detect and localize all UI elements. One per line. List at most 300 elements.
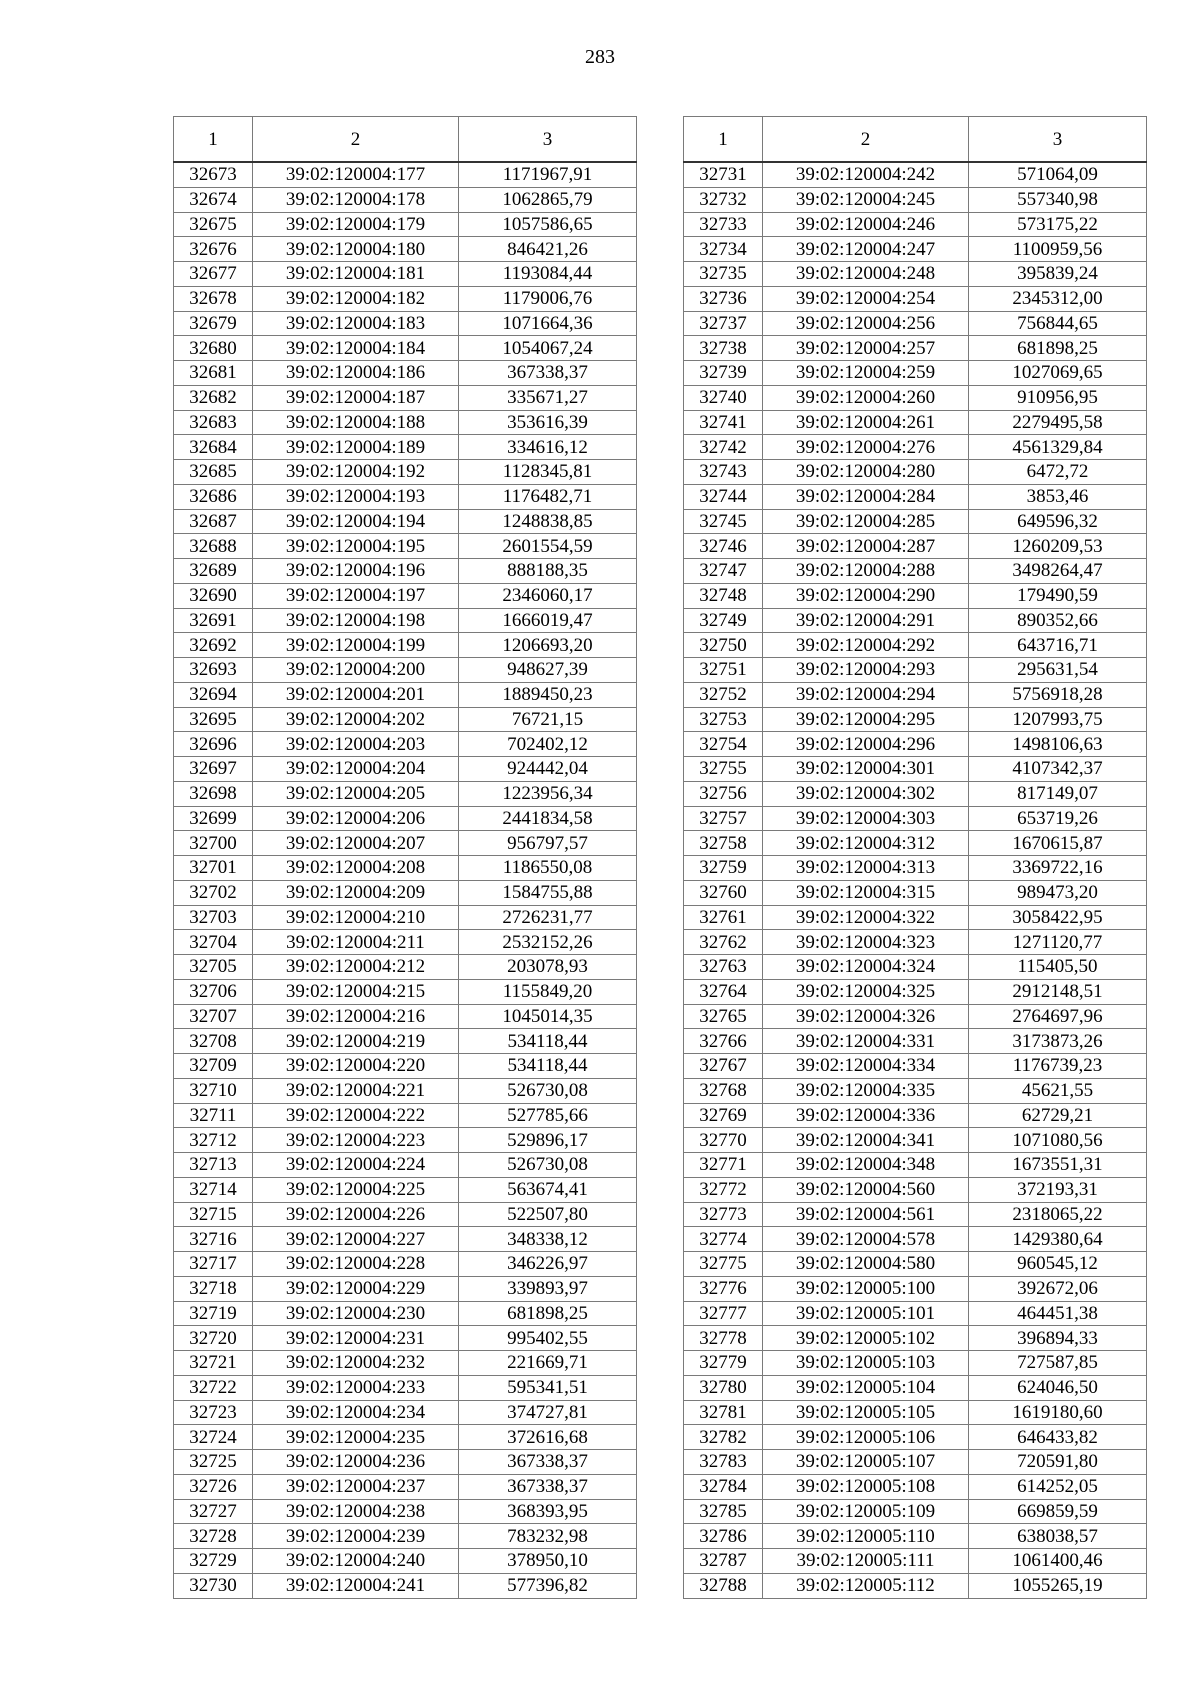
cadastral-number: 39:02:120004:323 [763,930,969,955]
cadastral-number: 39:02:120004:198 [253,608,459,633]
row-number: 32743 [684,460,763,485]
table-row [684,187,1147,212]
table-row [174,435,637,460]
row-number: 32733 [684,212,763,237]
table-row [684,1202,1147,1227]
cadastral-number: 39:02:120004:180 [253,237,459,262]
table-row [174,732,637,757]
cadastral-value: 2912148,51 [969,979,1147,1004]
column-header: 2 [253,117,459,163]
row-number: 32690 [174,583,253,608]
row-number: 32728 [174,1524,253,1549]
cadastral-value: 179490,59 [969,583,1147,608]
cadastral-value: 1666019,47 [459,608,637,633]
table-row [174,336,637,361]
table-row [174,1573,637,1598]
cadastral-number: 39:02:120004:247 [763,237,969,262]
table-row [174,1202,637,1227]
cadastral-number: 39:02:120004:237 [253,1474,459,1499]
row-number: 32718 [174,1276,253,1301]
row-number: 32735 [684,262,763,287]
cadastral-number: 39:02:120004:303 [763,806,969,831]
row-number: 32781 [684,1400,763,1425]
column-header: 1 [174,117,253,163]
cadastral-value: 1045014,35 [459,1004,637,1029]
row-number: 32713 [174,1153,253,1178]
cadastral-value: 115405,50 [969,955,1147,980]
row-number: 32788 [684,1573,763,1598]
cadastral-value: 624046,50 [969,1375,1147,1400]
table-row [174,1103,637,1128]
row-number: 32747 [684,559,763,584]
table-row [174,831,637,856]
cadastral-number: 39:02:120004:290 [763,583,969,608]
cadastral-number: 39:02:120004:248 [763,262,969,287]
row-number: 32748 [684,583,763,608]
cadastral-value: 702402,12 [459,732,637,757]
cadastral-number: 39:02:120004:322 [763,905,969,930]
cadastral-value: 1179006,76 [459,286,637,311]
cadastral-number: 39:02:120005:100 [763,1276,969,1301]
cadastral-number: 39:02:120005:107 [763,1450,969,1475]
cadastral-number: 39:02:120004:334 [763,1054,969,1079]
table-row [684,831,1147,856]
row-number: 32744 [684,484,763,509]
row-number: 32785 [684,1499,763,1524]
row-number: 32703 [174,905,253,930]
cadastral-value: 1498106,63 [969,732,1147,757]
table-row [174,608,637,633]
cadastral-number: 39:02:120004:178 [253,187,459,212]
cadastral-value: 910956,95 [969,385,1147,410]
cadastral-value: 1186550,08 [459,856,637,881]
cadastral-number: 39:02:120004:257 [763,336,969,361]
table-row [684,484,1147,509]
cadastral-value: 392672,06 [969,1276,1147,1301]
cadastral-value: 1207993,75 [969,707,1147,732]
table-row [174,1425,637,1450]
cadastral-number: 39:02:120004:232 [253,1351,459,1376]
cadastral-number: 39:02:120004:292 [763,633,969,658]
table-row [684,1153,1147,1178]
row-number: 32708 [174,1029,253,1054]
cadastral-number: 39:02:120004:189 [253,435,459,460]
cadastral-number: 39:02:120004:294 [763,682,969,707]
row-number: 32677 [174,262,253,287]
header-row [174,117,637,163]
row-number: 32734 [684,237,763,262]
cadastral-number: 39:02:120004:331 [763,1029,969,1054]
cadastral-value: 1889450,23 [459,682,637,707]
table-row [174,1054,637,1079]
cadastral-value: 372193,31 [969,1177,1147,1202]
cadastral-number: 39:02:120004:211 [253,930,459,955]
cadastral-value: 573175,22 [969,212,1147,237]
table-row [174,187,637,212]
table-row [684,1400,1147,1425]
table-row [174,1450,637,1475]
table-row [684,1351,1147,1376]
cadastral-value: 353616,39 [459,410,637,435]
row-number: 32706 [174,979,253,1004]
row-number: 32738 [684,336,763,361]
row-number: 32726 [174,1474,253,1499]
cadastral-number: 39:02:120004:187 [253,385,459,410]
table-row [174,410,637,435]
row-number: 32675 [174,212,253,237]
table-row [684,1450,1147,1475]
row-number: 32736 [684,286,763,311]
cadastral-value: 2532152,26 [459,930,637,955]
row-number: 32787 [684,1549,763,1574]
row-number: 32688 [174,534,253,559]
row-number: 32719 [174,1301,253,1326]
cadastral-number: 39:02:120004:293 [763,658,969,683]
table-row [684,955,1147,980]
cadastral-number: 39:02:120004:194 [253,509,459,534]
cadastral-value: 1670615,87 [969,831,1147,856]
cadastral-value: 1248838,85 [459,509,637,534]
cadastral-value: 45621,55 [969,1078,1147,1103]
row-number: 32680 [174,336,253,361]
cadastral-number: 39:02:120004:301 [763,757,969,782]
row-number: 32687 [174,509,253,534]
cadastral-value: 534118,44 [459,1029,637,1054]
table-row [174,658,637,683]
cadastral-value: 522507,80 [459,1202,637,1227]
cadastral-value: 1619180,60 [969,1400,1147,1425]
cadastral-value: 1176482,71 [459,484,637,509]
cadastral-number: 39:02:120004:312 [763,831,969,856]
row-number: 32761 [684,905,763,930]
cadastral-number: 39:02:120004:181 [253,262,459,287]
row-number: 32679 [174,311,253,336]
cadastral-number: 39:02:120004:245 [763,187,969,212]
table-row [684,460,1147,485]
cadastral-number: 39:02:120004:288 [763,559,969,584]
cadastral-value: 335671,27 [459,385,637,410]
cadastral-value: 1071664,36 [459,311,637,336]
row-number: 32777 [684,1301,763,1326]
row-number: 32685 [174,460,253,485]
row-number: 32717 [174,1252,253,1277]
row-number: 32698 [174,781,253,806]
row-number: 32701 [174,856,253,881]
cadastral-value: 1206693,20 [459,633,637,658]
cadastral-number: 39:02:120004:348 [763,1153,969,1178]
table-row [174,955,637,980]
row-number: 32765 [684,1004,763,1029]
cadastral-value: 960545,12 [969,1252,1147,1277]
cadastral-value: 295631,54 [969,658,1147,683]
table-row [174,1128,637,1153]
cadastral-number: 39:02:120004:200 [253,658,459,683]
cadastral-number: 39:02:120004:260 [763,385,969,410]
cadastral-value: 1171967,91 [459,162,637,187]
table-row [174,856,637,881]
cadastral-value: 563674,41 [459,1177,637,1202]
table-row [174,1499,637,1524]
cadastral-value: 527785,66 [459,1103,637,1128]
row-number: 32756 [684,781,763,806]
table-row [684,1128,1147,1153]
cadastral-value: 595341,51 [459,1375,637,1400]
cadastral-value: 3853,46 [969,484,1147,509]
cadastral-number: 39:02:120004:204 [253,757,459,782]
cadastral-value: 368393,95 [459,1499,637,1524]
row-number: 32752 [684,682,763,707]
cadastral-value: 1062865,79 [459,187,637,212]
cadastral-number: 39:02:120004:256 [763,311,969,336]
cadastral-number: 39:02:120004:223 [253,1128,459,1153]
cadastral-number: 39:02:120004:183 [253,311,459,336]
table-row [174,509,637,534]
page-number: 283 [585,46,615,68]
cadastral-value: 464451,38 [969,1301,1147,1326]
cadastral-value: 1155849,20 [459,979,637,1004]
cadastral-value: 756844,65 [969,311,1147,336]
row-number: 32757 [684,806,763,831]
table-row [174,237,637,262]
cadastral-value: 2345312,00 [969,286,1147,311]
row-number: 32755 [684,757,763,782]
cadastral-value: 3369722,16 [969,856,1147,881]
cadastral-number: 39:02:120004:578 [763,1227,969,1252]
row-number: 32686 [174,484,253,509]
row-number: 32700 [174,831,253,856]
cadastral-number: 39:02:120004:202 [253,707,459,732]
table-row [174,385,637,410]
table-row [174,757,637,782]
cadastral-number: 39:02:120004:195 [253,534,459,559]
table-row [684,905,1147,930]
cadastral-value: 62729,21 [969,1103,1147,1128]
row-number: 32732 [684,187,763,212]
cadastral-number: 39:02:120005:110 [763,1524,969,1549]
table-row [684,286,1147,311]
table-row [684,732,1147,757]
table-row [684,757,1147,782]
table-row [684,1029,1147,1054]
cadastral-number: 39:02:120004:236 [253,1450,459,1475]
row-number: 32776 [684,1276,763,1301]
cadastral-value: 890352,66 [969,608,1147,633]
header-row [684,117,1147,163]
cadastral-value: 395839,24 [969,262,1147,287]
cadastral-value: 783232,98 [459,1524,637,1549]
row-number: 32674 [174,187,253,212]
row-number: 32758 [684,831,763,856]
cadastral-number: 39:02:120004:235 [253,1425,459,1450]
row-number: 32780 [684,1375,763,1400]
row-number: 32782 [684,1425,763,1450]
cadastral-number: 39:02:120004:216 [253,1004,459,1029]
cadastral-number: 39:02:120004:219 [253,1029,459,1054]
row-number: 32768 [684,1078,763,1103]
row-number: 32742 [684,435,763,460]
table-row [684,1499,1147,1524]
cadastral-value: 1176739,23 [969,1054,1147,1079]
table-row [174,534,637,559]
cadastral-number: 39:02:120004:325 [763,979,969,1004]
cadastral-number: 39:02:120004:212 [253,955,459,980]
cadastral-value: 339893,97 [459,1276,637,1301]
cadastral-number: 39:02:120004:335 [763,1078,969,1103]
cadastral-value: 5756918,28 [969,682,1147,707]
row-number: 32753 [684,707,763,732]
left-table [173,116,637,1599]
cadastral-number: 39:02:120004:229 [253,1276,459,1301]
row-number: 32778 [684,1326,763,1351]
cadastral-number: 39:02:120004:227 [253,1227,459,1252]
table-row [174,979,637,1004]
cadastral-number: 39:02:120004:580 [763,1252,969,1277]
cadastral-value: 2318065,22 [969,1202,1147,1227]
row-number: 32737 [684,311,763,336]
cadastral-number: 39:02:120005:109 [763,1499,969,1524]
cadastral-number: 39:02:120005:111 [763,1549,969,1574]
table-row [684,262,1147,287]
right-table [683,116,1147,1599]
row-number: 32739 [684,361,763,386]
cadastral-number: 39:02:120004:210 [253,905,459,930]
cadastral-value: 2764697,96 [969,1004,1147,1029]
cadastral-value: 76721,15 [459,707,637,732]
table-row [174,682,637,707]
cadastral-value: 888188,35 [459,559,637,584]
cadastral-value: 1055265,19 [969,1573,1147,1598]
cadastral-number: 39:02:120004:336 [763,1103,969,1128]
cadastral-number: 39:02:120004:184 [253,336,459,361]
row-number: 32754 [684,732,763,757]
table-row [684,1004,1147,1029]
table-row [684,1103,1147,1128]
cadastral-number: 39:02:120004:208 [253,856,459,881]
table-row [174,262,637,287]
cadastral-value: 372616,68 [459,1425,637,1450]
cadastral-number: 39:02:120004:296 [763,732,969,757]
cadastral-number: 39:02:120004:259 [763,361,969,386]
table-row [174,162,637,187]
cadastral-number: 39:02:120004:196 [253,559,459,584]
table-row [684,559,1147,584]
cadastral-value: 1054067,24 [459,336,637,361]
cadastral-number: 39:02:120004:203 [253,732,459,757]
row-number: 32770 [684,1128,763,1153]
cadastral-value: 614252,05 [969,1474,1147,1499]
table-row [684,237,1147,262]
cadastral-value: 2726231,77 [459,905,637,930]
table-row [684,781,1147,806]
cadastral-number: 39:02:120004:224 [253,1153,459,1178]
cadastral-number: 39:02:120004:234 [253,1400,459,1425]
row-number: 32745 [684,509,763,534]
cadastral-value: 3498264,47 [969,559,1147,584]
table-row [174,559,637,584]
table-row [174,905,637,930]
cadastral-value: 948627,39 [459,658,637,683]
row-number: 32684 [174,435,253,460]
table-row [684,385,1147,410]
row-number: 32691 [174,608,253,633]
table-row [684,1375,1147,1400]
cadastral-value: 1057586,65 [459,212,637,237]
cadastral-number: 39:02:120005:105 [763,1400,969,1425]
cadastral-value: 727587,85 [969,1351,1147,1376]
cadastral-number: 39:02:120004:315 [763,880,969,905]
cadastral-number: 39:02:120004:287 [763,534,969,559]
cadastral-number: 39:02:120005:104 [763,1375,969,1400]
table-row [174,1227,637,1252]
cadastral-value: 646433,82 [969,1425,1147,1450]
table-row [174,286,637,311]
cadastral-number: 39:02:120004:209 [253,880,459,905]
cadastral-number: 39:02:120004:222 [253,1103,459,1128]
cadastral-number: 39:02:120004:313 [763,856,969,881]
table-row [174,460,637,485]
row-number: 32773 [684,1202,763,1227]
cadastral-value: 526730,08 [459,1153,637,1178]
cadastral-number: 39:02:120004:302 [763,781,969,806]
cadastral-value: 557340,98 [969,187,1147,212]
row-number: 32769 [684,1103,763,1128]
cadastral-value: 2441834,58 [459,806,637,831]
row-number: 32692 [174,633,253,658]
cadastral-value: 638038,57 [969,1524,1147,1549]
row-number: 32716 [174,1227,253,1252]
cadastral-value: 995402,55 [459,1326,637,1351]
row-number: 32678 [174,286,253,311]
cadastral-number: 39:02:120004:560 [763,1177,969,1202]
cadastral-value: 374727,81 [459,1400,637,1425]
row-number: 32740 [684,385,763,410]
row-number: 32694 [174,682,253,707]
cadastral-value: 367338,37 [459,1450,637,1475]
table-row [684,162,1147,187]
table-row [684,1573,1147,1598]
row-number: 32712 [174,1128,253,1153]
cadastral-value: 1223956,34 [459,781,637,806]
table-row [684,509,1147,534]
table-row [174,1375,637,1400]
cadastral-value: 643716,71 [969,633,1147,658]
row-number: 32772 [684,1177,763,1202]
cadastral-value: 1193084,44 [459,262,637,287]
row-number: 32676 [174,237,253,262]
cadastral-number: 39:02:120004:207 [253,831,459,856]
cadastral-value: 1061400,46 [969,1549,1147,1574]
cadastral-value: 526730,08 [459,1078,637,1103]
row-number: 32699 [174,806,253,831]
row-number: 32775 [684,1252,763,1277]
cadastral-number: 39:02:120004:285 [763,509,969,534]
cadastral-number: 39:02:120004:197 [253,583,459,608]
row-number: 32783 [684,1450,763,1475]
table-row [684,534,1147,559]
cadastral-number: 39:02:120004:215 [253,979,459,1004]
cadastral-number: 39:02:120005:108 [763,1474,969,1499]
row-number: 32681 [174,361,253,386]
cadastral-value: 367338,37 [459,1474,637,1499]
table-row [684,658,1147,683]
cadastral-number: 39:02:120004:188 [253,410,459,435]
table-row [684,212,1147,237]
row-number: 32714 [174,1177,253,1202]
table-row [174,1351,637,1376]
cadastral-number: 39:02:120004:341 [763,1128,969,1153]
table-row [684,583,1147,608]
cadastral-number: 39:02:120004:240 [253,1549,459,1574]
